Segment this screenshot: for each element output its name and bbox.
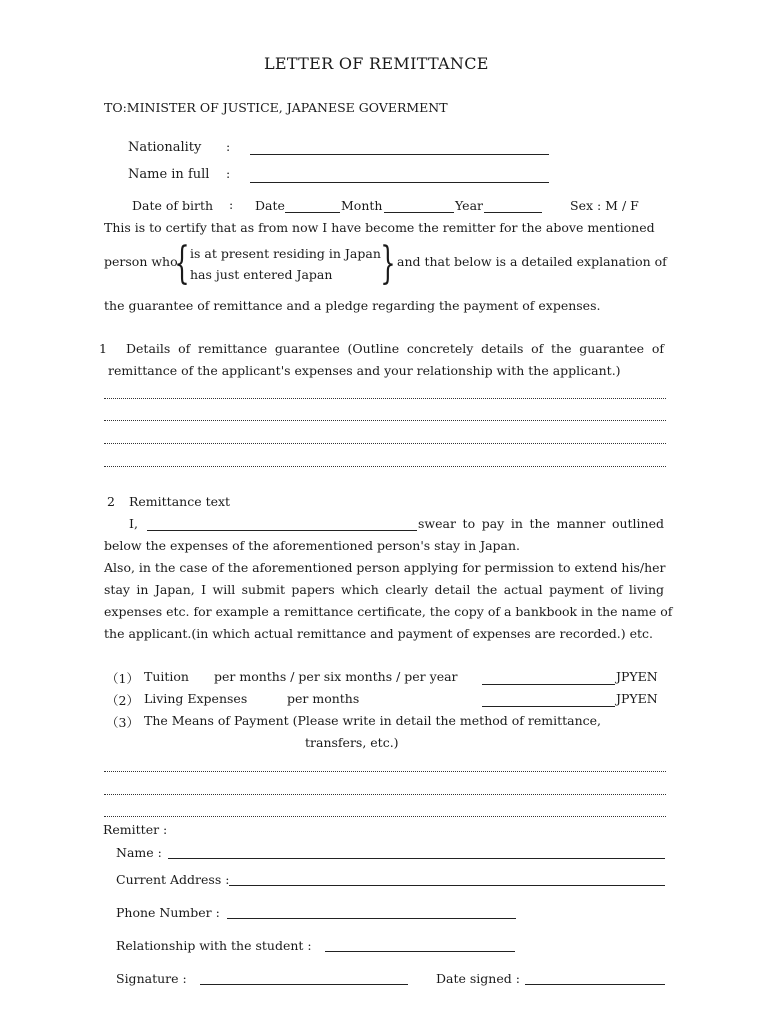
name-in-full-field[interactable]	[250, 182, 549, 183]
current-address-label: Current Address :	[116, 872, 230, 887]
signature-field[interactable]	[200, 984, 408, 985]
means-of-payment-label: The Means of Payment (Please write in detail the method of remittance,	[144, 713, 602, 728]
phone-number-field[interactable]	[227, 918, 516, 919]
details-field-line-2[interactable]	[104, 420, 666, 421]
section-2-number: 2	[107, 494, 115, 509]
remitter-heading: Remitter :	[103, 822, 168, 837]
living-expenses-currency: JPYEN	[616, 691, 658, 706]
nationality-field[interactable]	[250, 154, 549, 155]
pledge-line-1: below the expenses of the aforementioned person's stay in Japan.	[104, 538, 521, 553]
dob-date-label: Date	[255, 198, 285, 213]
nationality-colon: :	[226, 139, 231, 154]
living-expenses-number: （2）	[106, 693, 139, 708]
option-just-entered-japan: has just entered Japan	[190, 267, 333, 282]
living-expenses-label: Living Expenses	[144, 691, 248, 706]
section-1-line-1: Details of remittance guarantee (Outline concretely details of the guarantee of	[126, 341, 664, 356]
means-field-line-1[interactable]	[104, 771, 666, 772]
name-in-full-label: Name in full	[128, 167, 210, 182]
means-field-line-3[interactable]	[104, 816, 666, 817]
guarantee-line: the guarantee of remittance and a pledge regarding the payment of expenses.	[104, 298, 601, 313]
tuition-amount-field[interactable]	[482, 684, 615, 685]
relationship-field[interactable]	[325, 951, 515, 952]
nationality-label: Nationality	[128, 140, 202, 155]
signature-label: Signature :	[116, 971, 187, 986]
living-expenses-amount-field[interactable]	[482, 706, 615, 707]
remitter-name-label: Name :	[116, 845, 162, 860]
pledge-line-4: expenses etc. for example a remittance certificate, the copy of a bankbook in the name of	[104, 604, 673, 619]
means-field-line-2[interactable]	[104, 794, 666, 795]
dob-month-label: Month	[341, 198, 383, 213]
dob-month-field[interactable]	[384, 212, 454, 213]
means-of-payment-continued: transfers, etc.)	[305, 735, 399, 750]
details-field-line-4[interactable]	[104, 466, 666, 467]
page-title: LETTER OF REMITTANCE	[264, 54, 489, 73]
means-of-payment-number: （3）	[106, 715, 139, 730]
option-residing-in-japan: is at present residing in Japan	[190, 246, 381, 261]
dob-date-field[interactable]	[285, 212, 340, 213]
swear-text: swear to pay in the manner outlined	[418, 516, 664, 531]
section-1-number: 1	[99, 341, 107, 356]
left-brace-icon: {	[174, 238, 190, 289]
current-address-field[interactable]	[229, 885, 665, 886]
tuition-period: per months / per six months / per year	[214, 669, 458, 684]
date-signed-field[interactable]	[525, 984, 665, 985]
details-field-line-1[interactable]	[104, 398, 666, 399]
certify-line: This is to certify that as from now I have become the remitter for the above mentioned	[104, 220, 655, 235]
date-signed-label: Date signed :	[436, 971, 520, 986]
section-1-line-2: remittance of the applicant's expenses and your relationship with the applicant.)	[108, 363, 621, 378]
remitter-name-input-line[interactable]	[168, 858, 665, 859]
and-below-text: and that below is a detailed explanation of	[397, 254, 667, 269]
phone-number-label: Phone Number :	[116, 905, 220, 920]
relationship-label: Relationship with the student :	[116, 938, 312, 953]
dob-year-field[interactable]	[484, 212, 542, 213]
pledge-line-2: Also, in the case of the aforementioned person applying for permission to extend his/her	[104, 560, 666, 575]
pledge-line-3: stay in Japan, I will submit papers which clearly detail the actual payment of living	[104, 582, 664, 597]
right-brace-icon: }	[380, 238, 396, 289]
remitter-name-field[interactable]	[147, 530, 417, 531]
recipient-line: TO:MINISTER OF JUSTICE, JAPANESE GOVERMENT	[104, 100, 448, 115]
section-2-heading: Remittance text	[129, 494, 231, 509]
dob-year-label: Year	[455, 198, 483, 213]
date-of-birth-label: Date of birth	[132, 198, 214, 213]
sex-label: Sex : M / F	[570, 198, 639, 213]
tuition-currency: JPYEN	[616, 669, 658, 684]
living-expenses-period: per months	[287, 691, 360, 706]
pledge-line-5: the applicant.(in which actual remittance and payment of expenses are recorded.) etc.	[104, 626, 653, 641]
tuition-label: Tuition	[144, 669, 189, 684]
date-of-birth-colon: :	[229, 197, 234, 212]
tuition-number: （1）	[106, 671, 139, 686]
details-field-line-3[interactable]	[104, 443, 666, 444]
person-who-text: person who	[104, 254, 178, 269]
i-label: I,	[129, 516, 138, 531]
name-in-full-colon: :	[226, 166, 231, 181]
